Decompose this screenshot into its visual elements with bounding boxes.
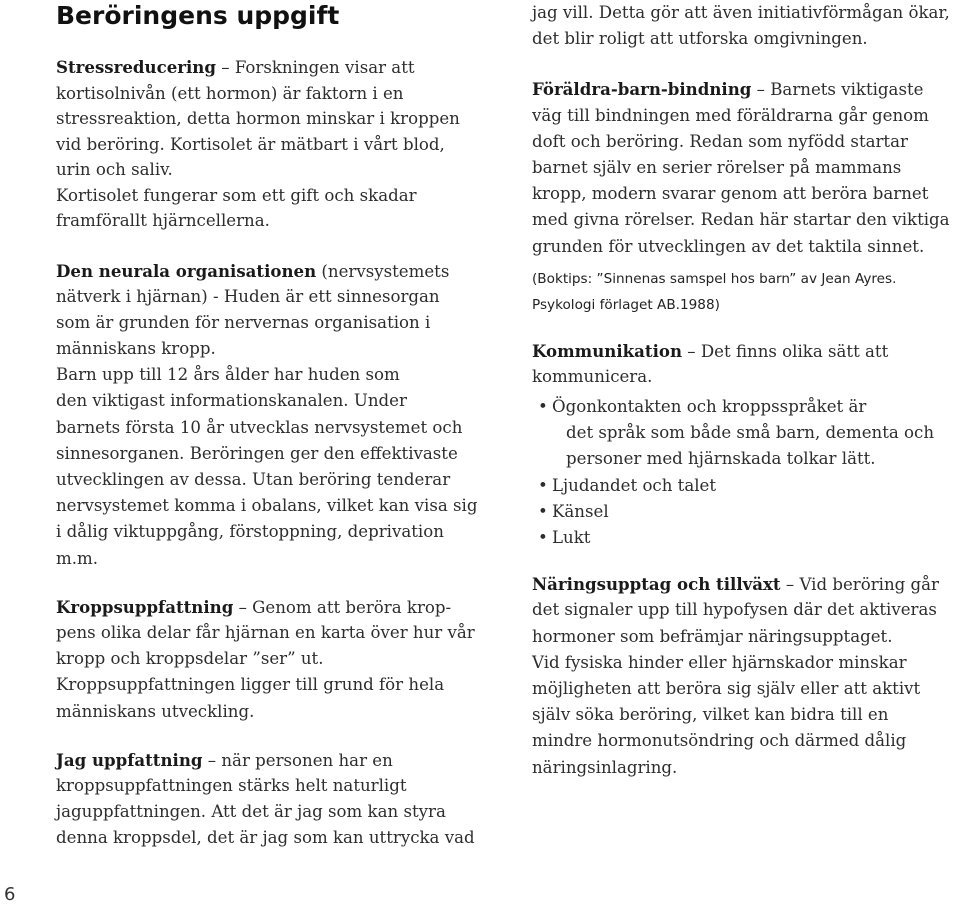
book-tip-line: (Boktips: ”Sinnenas samspel hos barn” av Jean Ayres. — [532, 270, 897, 287]
text-line: doft och beröring. Redan som nyfödd startar — [532, 131, 908, 151]
text-line: vid beröring. Kortisolet är mätbart i vårt blod, — [56, 134, 445, 154]
text-line: barnet själv en serier rörelser på mammans — [532, 157, 902, 177]
text-line: pens olika delar får hjärnan en karta över hur vår — [56, 622, 475, 642]
text-line: – Vid beröring går — [780, 575, 939, 595]
section-foraldra-barn-bindning — [532, 76, 952, 259]
section-intro-continued — [532, 0, 952, 52]
text-line: sinnesorganen. Beröringen ger den effektivaste — [56, 443, 458, 463]
list-item: • Ögonkontakten och kroppsspråket är — [532, 394, 952, 420]
book-tip — [532, 266, 952, 318]
text-line: utvecklingen av dessa. Utan beröring tenderar — [56, 470, 451, 489]
section-neural — [56, 258, 476, 572]
text-line: kroppsuppfattningen stärks helt naturligt — [56, 775, 407, 795]
text-line: möjligheten att beröra sig själv eller att aktivt — [532, 678, 921, 698]
text-line: människans utveckling. — [56, 701, 255, 721]
page-number: 6 — [4, 884, 16, 905]
heading-jag-uppfattning: Jag uppfattning — [56, 749, 203, 770]
heading-naringsupptag: Näringsupptag och tillväxt — [532, 574, 781, 595]
heading-kommunikation: Kommunikation — [532, 340, 683, 361]
text-line: jaguppfattningen. Att det är jag som kan styra — [56, 802, 446, 822]
text-line: Kortisolet fungerar som ett gift och skadar — [56, 185, 417, 205]
text-line: Kroppsuppfattningen ligger till grund för hela — [56, 675, 445, 695]
text-line: själv söka beröring, vilket kan bidra till en — [532, 705, 889, 725]
text-line: kropp och kroppsdelar ”ser” ut. — [56, 649, 324, 669]
left-column — [56, 0, 476, 851]
text-line: – Barnets viktigaste — [751, 80, 924, 100]
text-line: – när personen har en — [202, 750, 393, 770]
right-column — [532, 0, 952, 781]
text-line: grunden för utvecklingen av det taktila sinnet. — [532, 236, 925, 256]
text-line: – Genom att beröra krop- — [233, 597, 452, 617]
text-line: det signaler upp till hypofysen där det aktiveras — [532, 600, 937, 620]
text-line: väg till bindningen med föräldrarna går genom — [532, 105, 929, 125]
text-line: – Det finns olika sätt att — [682, 341, 889, 361]
text-line: nervsystemet komma i obalans, vilket kan visa sig — [56, 496, 478, 516]
text-line: det blir roligt att utforska omgivningen. — [532, 29, 868, 49]
list-item: • Ljudandet och talet — [532, 473, 952, 499]
section-stress — [56, 55, 476, 234]
text-line: nätverk i hjärnan) - Huden är ett sinnesorgan — [56, 286, 440, 306]
section-naringsupptag — [532, 571, 952, 781]
heading-bindning: Föräldra-barn-bindning — [532, 79, 752, 100]
section-kommunikation — [532, 338, 952, 552]
list-item-continuation: det språk som både små barn, dementa och — [566, 423, 935, 443]
list-item-continuation: personer med hjärnskada tolkar lätt. — [566, 449, 876, 469]
text-line: som är grunden för nervernas organisation i — [56, 312, 431, 332]
text-line: kommunicera. — [532, 366, 653, 386]
text-line: människans kropp. — [56, 339, 216, 359]
text-line: m.m. — [56, 548, 99, 568]
text-line: näringsinlagring. — [532, 757, 678, 777]
text-line: – Forskningen visar att — [215, 58, 415, 77]
text-line: jag vill. Detta gör att även initiativförmågan ökar, — [532, 3, 950, 22]
text-line: mindre hormonutsöndring och därmed dålig — [532, 731, 907, 751]
text-line: (nervsystemets — [316, 261, 450, 281]
page-title: Beröringens uppgift — [56, 1, 340, 30]
text-line: urin och saliv. — [56, 160, 173, 179]
text-line: kropp, modern svarar genom att beröra barnet — [532, 184, 929, 204]
text-line: kortisolnivån (ett hormon) är faktorn i en — [56, 83, 404, 103]
list-item: • Känsel — [532, 499, 952, 525]
text-line: i dålig viktuppgång, förstoppning, deprivation — [56, 522, 444, 542]
text-line: den viktigast informationskanalen. Under — [56, 391, 407, 411]
text-line: Barn upp till 12 års ålder har huden som — [56, 365, 400, 385]
text-line: framförallt hjärncellerna. — [56, 211, 270, 230]
heading-stress: Stressreducering — [56, 57, 216, 77]
book-tip-line: Psykologi förlaget AB.1988) — [532, 296, 720, 313]
text-line: hormoner som befrämjar näringsupptaget. — [532, 626, 893, 646]
text-line: denna kroppsdel, det är jag som kan uttrycka vad — [56, 828, 475, 848]
text-line: stressreaktion, detta hormon minskar i kroppen — [56, 109, 460, 128]
section-jag-uppfattning — [56, 747, 476, 852]
list-item: • Lukt — [532, 525, 952, 551]
text-line: barnets första 10 år utvecklas nervsystemet och — [56, 417, 463, 437]
heading-kroppsuppfattning: Kroppsuppfattning — [56, 596, 234, 617]
heading-neural: Den neurala organisationen — [56, 260, 317, 281]
section-kroppsuppfattning — [56, 594, 476, 725]
text-line: med givna rörelser. Redan här startar den viktiga — [532, 210, 950, 230]
text-line: Vid fysiska hinder eller hjärnskador minskar — [532, 652, 907, 672]
